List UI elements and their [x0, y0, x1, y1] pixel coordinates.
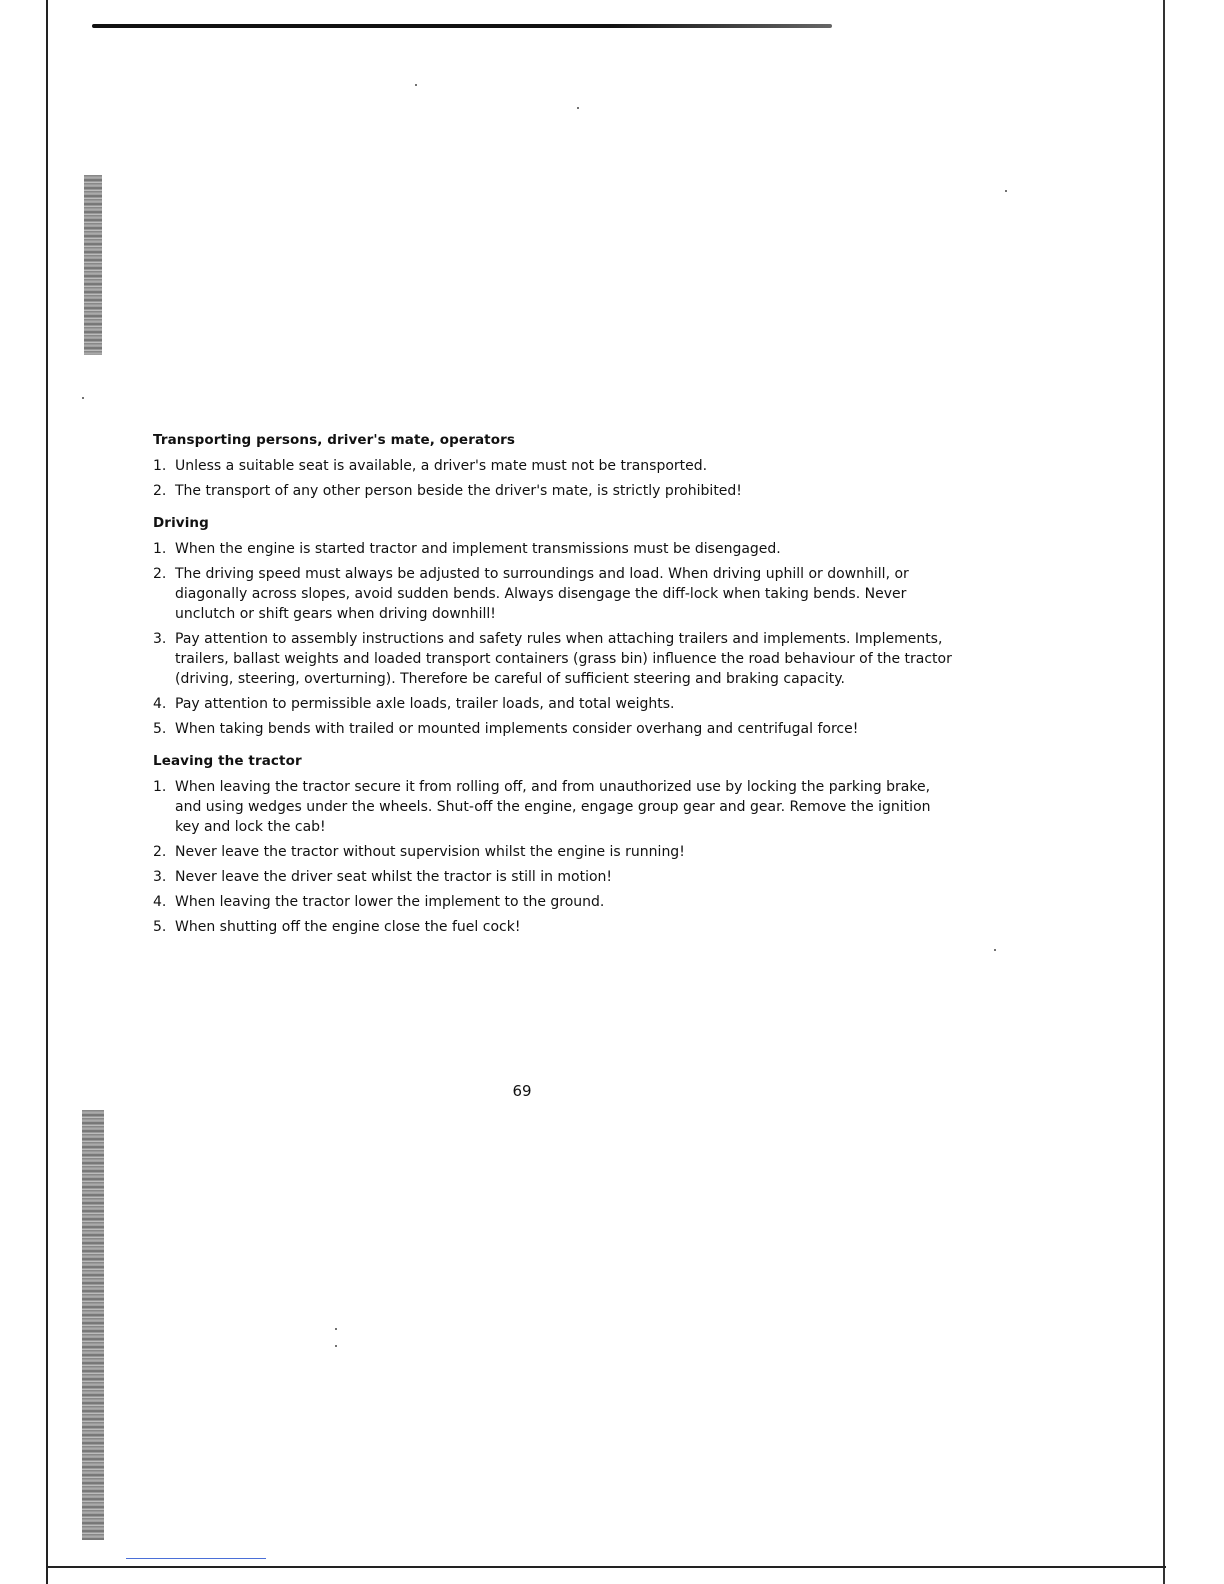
section-driving — [153, 513, 953, 739]
item-number: 2. — [153, 566, 167, 582]
item-number: 2. — [153, 844, 167, 860]
item-text: When taking bends with trailed or mounted implements consider overhang and centrifugal force! — [175, 721, 859, 737]
section-heading: Driving — [153, 515, 209, 531]
scan-speck — [335, 1328, 337, 1330]
item-number: 5. — [153, 919, 167, 935]
section-heading: Leaving the tractor — [153, 753, 302, 769]
item-text: The driving speed must always be adjusted to surroundings and load. When driving uphill or downhill, or diagonally across slopes, avoid sudden bends. Always disengage the diff-lock when taking bends. Never unclutch or shift gears when driving downhill! — [175, 566, 909, 622]
item-number: 3. — [153, 631, 167, 647]
item-text: Unless a suitable seat is available, a driver's mate must not be transported. — [175, 458, 708, 474]
document-body — [153, 430, 953, 949]
item-number: 2. — [153, 483, 167, 499]
item-number: 1. — [153, 779, 167, 795]
bottom-scan-mark — [126, 1558, 266, 1559]
item-text: When leaving the tractor secure it from rolling off, and from unauthorized use by locking the parking brake, and using wedges under the wheels. Shut-off the engine, engage group gear and gear. Remove the ignition key and lock the cab! — [175, 779, 931, 835]
item-text: Pay attention to assembly instructions and safety rules when attaching trailers and implements. Implements, trailers, ballast weights and loaded transport containers (grass bin) influence the road behaviour of the tractor (driving, steering, overturning). Therefore be careful of sufficient steering and braking capacity. — [175, 631, 952, 687]
bottom-scan-edge — [46, 1566, 1166, 1568]
item-number: 1. — [153, 458, 167, 474]
list-item — [153, 456, 953, 476]
scan-speck — [82, 397, 84, 399]
section-transporting-persons — [153, 430, 953, 501]
item-number: 3. — [153, 869, 167, 885]
section-leaving-tractor — [153, 751, 953, 937]
scan-speck — [415, 84, 417, 86]
item-text: Never leave the tractor without supervision whilst the engine is running! — [175, 844, 685, 860]
list-item — [153, 917, 953, 937]
item-text: Never leave the driver seat whilst the tractor is still in motion! — [175, 869, 613, 885]
item-text: The transport of any other person beside the driver's mate, is strictly prohibited! — [175, 483, 742, 499]
item-text: Pay attention to permissible axle loads, trailer loads, and total weights. — [175, 696, 675, 712]
list-item — [153, 564, 953, 624]
scan-speck — [1005, 190, 1007, 192]
binding-mark-lower — [82, 1110, 104, 1540]
binding-mark-upper — [84, 175, 102, 355]
section-heading: Transporting persons, driver's mate, operators — [153, 432, 515, 448]
left-scan-edge — [46, 0, 48, 1584]
scan-speck — [335, 1345, 337, 1347]
list-item — [153, 892, 953, 912]
item-text: When leaving the tractor lower the implement to the ground. — [175, 894, 605, 910]
item-number: 4. — [153, 696, 167, 712]
list-item — [153, 629, 953, 689]
item-number: 1. — [153, 541, 167, 557]
top-rule — [92, 24, 832, 28]
list-item — [153, 867, 953, 887]
list-item — [153, 719, 953, 739]
list-item — [153, 694, 953, 714]
item-number: 5. — [153, 721, 167, 737]
scan-speck — [994, 949, 996, 951]
list-item — [153, 481, 953, 501]
right-scan-edge — [1163, 0, 1165, 1584]
list-item — [153, 842, 953, 862]
list-item — [153, 539, 953, 559]
scan-speck — [577, 107, 579, 109]
list-item — [153, 777, 953, 837]
item-text: When shutting off the engine close the fuel cock! — [175, 919, 521, 935]
item-text: When the engine is started tractor and implement transmissions must be disengaged. — [175, 541, 781, 557]
item-number: 4. — [153, 894, 167, 910]
page-number: 69 — [512, 1082, 532, 1100]
